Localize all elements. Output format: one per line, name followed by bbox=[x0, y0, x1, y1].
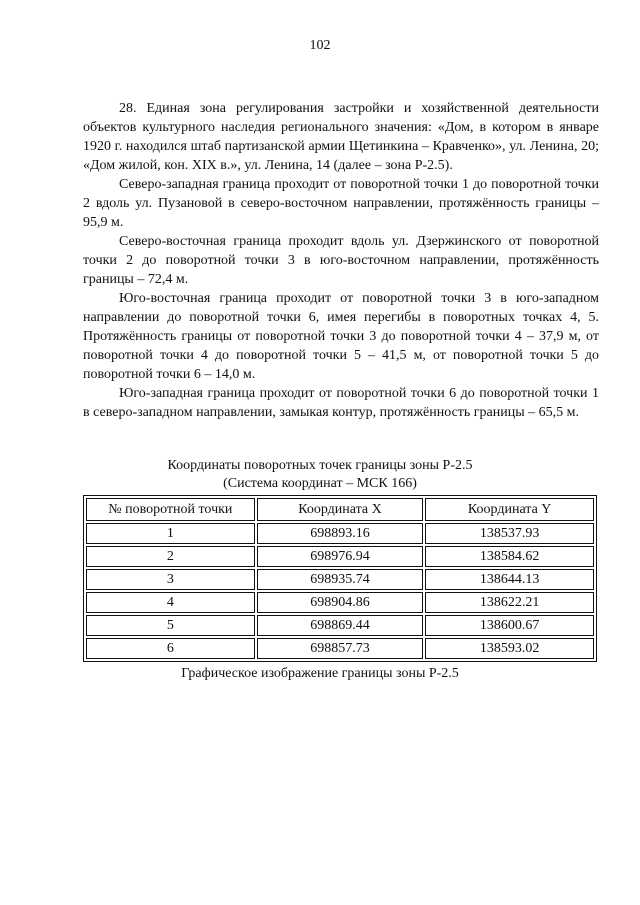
cell-coordinate-x: 698935.74 bbox=[257, 569, 424, 590]
graphic-caption: Графическое изображение границы зоны Р-2.5 bbox=[181, 666, 459, 681]
paragraph-northeast-border: Северо-восточная граница проходит вдоль ул. Дзержинского от поворотной точки 2 до поворотной точки 3 в юго-восточном направлении, протяжённость границы – 72,4 м. bbox=[83, 234, 599, 287]
cell-point-number: 3 bbox=[86, 569, 255, 590]
paragraph-southeast-border: Юго-восточная граница проходит от поворотной точки 3 в юго-западном направлении до поворотной точки 6, имея перегибы в поворотных точках 4, 5. Протяжённость границы от поворотной точки 3 до поворотной точки 4 – 37,9 м, от поворотной точки 4 до поворотной точки 5 – 41,5 м, от поворотной точки 5 до поворотной точки 6 – 14,0 м. bbox=[83, 291, 599, 382]
table-row bbox=[86, 615, 594, 636]
cell-coordinate-x: 698976.94 bbox=[257, 546, 424, 567]
cell-coordinate-x: 698869.44 bbox=[257, 615, 424, 636]
table-row bbox=[86, 569, 594, 590]
cell-point-number: 1 bbox=[86, 523, 255, 544]
cell-point-number: 5 bbox=[86, 615, 255, 636]
paragraph-northwest-border: Северо-западная граница проходит от поворотной точки 1 до поворотной точки 2 вдоль ул. Пузановой в северо-восточном направлении, протяжённость границы – 95,9 м. bbox=[83, 177, 599, 230]
header-coordinate-y: Координата Y bbox=[425, 498, 594, 521]
header-point-number: № поворотной точки bbox=[86, 498, 255, 521]
table-row bbox=[86, 592, 594, 613]
cell-coordinate-y: 138644.13 bbox=[425, 569, 594, 590]
header-coordinate-x: Координата X bbox=[257, 498, 424, 521]
table-row bbox=[86, 638, 594, 659]
coordinates-table bbox=[83, 495, 597, 662]
paragraph-southwest-border: Юго-западная граница проходит от поворотной точки 6 до поворотной точки 1 в северо-западном направлении, замыкая контур, протяжённость границы – 65,5 м. bbox=[83, 386, 599, 420]
table-header-row bbox=[86, 498, 594, 521]
cell-coordinate-y: 138622.21 bbox=[425, 592, 594, 613]
cell-point-number: 2 bbox=[86, 546, 255, 567]
cell-coordinate-y: 138584.62 bbox=[425, 546, 594, 567]
body-text bbox=[83, 99, 599, 422]
cell-point-number: 4 bbox=[86, 592, 255, 613]
table-caption-title: Координаты поворотных точек границы зоны Р-2.5 bbox=[167, 458, 473, 473]
cell-coordinate-x: 698893.16 bbox=[257, 523, 424, 544]
cell-point-number: 6 bbox=[86, 638, 255, 659]
cell-coordinate-y: 138593.02 bbox=[425, 638, 594, 659]
cell-coordinate-y: 138537.93 bbox=[425, 523, 594, 544]
table-row bbox=[86, 546, 594, 567]
cell-coordinate-x: 698857.73 bbox=[257, 638, 424, 659]
cell-coordinate-y: 138600.67 bbox=[425, 615, 594, 636]
paragraph-zone-definition: 28. Единая зона регулирования застройки и хозяйственной деятельности объектов культурного наследия регионального значения: «Дом, в котором в январе 1920 г. находился штаб партизанской армии Щетинкина – Кравченко», ул. Ленина, 20; «Дом жилой, кон. XIX в.», ул. Ленина, 14 (далее – зона Р-2.5). bbox=[83, 101, 599, 173]
cell-coordinate-x: 698904.86 bbox=[257, 592, 424, 613]
table-caption-coordinate-system: (Система координат – МСК 166) bbox=[223, 476, 417, 491]
page-number: 102 bbox=[309, 38, 331, 53]
table-row bbox=[86, 523, 594, 544]
table-caption bbox=[0, 457, 640, 493]
